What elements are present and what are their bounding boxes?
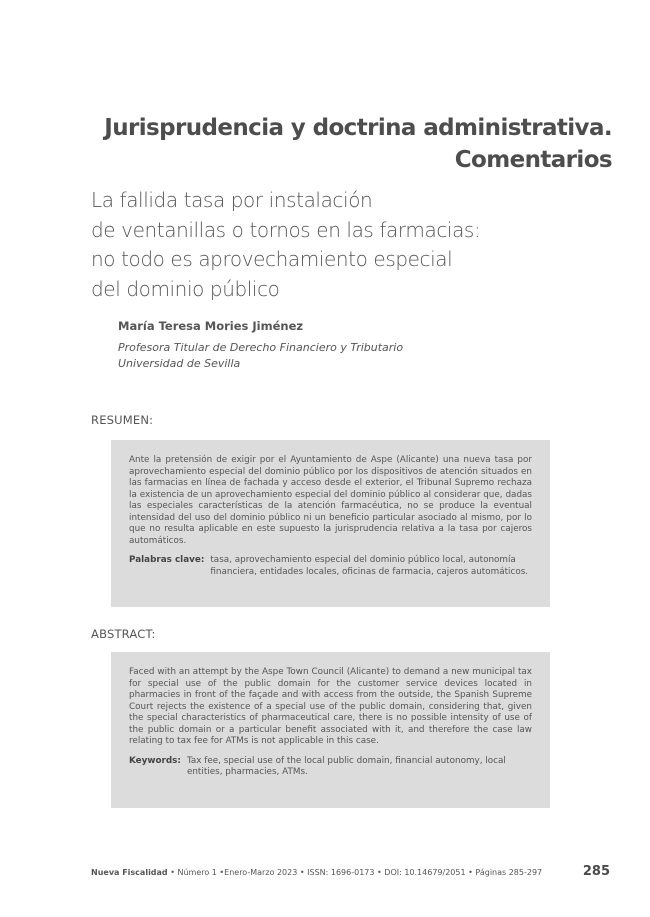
footer: [91, 868, 542, 877]
resumen-label: RESUMEN:: [91, 413, 154, 427]
keywords-label-es: Palabras clave:: [129, 555, 205, 565]
author-name: María Teresa Mories Jiménez: [118, 319, 304, 333]
keywords-en: Tax fee, special use of the local public domain, financial autonomy, local entities, pharmacies, ATMs.: [186, 755, 506, 777]
journal-details: • Número 1 •Enero-Marzo 2023 • ISSN: 1696-0173 • DOI: 10.14679/2051 • Páginas 285-297: [167, 868, 543, 877]
author-affiliation: [118, 340, 403, 372]
resumen-text: Ante la pretensión de exigir por el Ayuntamiento de Aspe (Alicante) una nueva tasa por aprovechamiento especial del dominio público por los dispositivos de atención situados en las farmacias en línea de fachada y acceso desde el exterior, el Tribunal Supremo rechaza la existencia de un aprovechamiento especial del dominio público al considerar que, dadas las especiales características de la atención farmacéutica, no se produce la eventual intensidad del uso del dominio público ni un beneficio particular asociado al mismo, por lo que no resulta aplicable en este supuesto la jurisprudencia relativa a la tasa por cajeros automáticos.: [129, 455, 532, 546]
article-title: [91, 186, 531, 304]
author-institution: Universidad de Sevilla: [118, 357, 241, 370]
abstract-text: Faced with an attempt by the Aspe Town Council (Alicante) to demand a new municipal tax for special use of the public domain for the customer service devices located in pharmacies in front of the façade and with access from the outside, the Spanish Supreme Court rejects the existence of a special use of the public domain, considering that, given the special characteristics of pharmaceutical care, there is no possible intensity of use of the public domain or a particular benefit associated with it, and therefore the case law relating to tax fee for ATMs is not applicable in this case.: [129, 667, 532, 746]
article-title-line-1: La fallida tasa por instalación: [91, 188, 373, 212]
article-title-line-2: de ventanillas o tornos en las farmacias:: [91, 217, 481, 242]
abstract-label: ABSTRACT:: [91, 627, 156, 641]
section-title: [52, 112, 612, 176]
resumen-box: [111, 440, 550, 607]
section-title-line-2: Comentarios: [454, 147, 612, 173]
abstract-keywords: [129, 756, 532, 779]
page-number: 285: [582, 864, 610, 879]
abstract-box: [111, 652, 550, 808]
article-title-line-4: del dominio público: [91, 276, 280, 301]
resumen-keywords: [129, 555, 532, 578]
journal-name: Nueva Fiscalidad: [91, 868, 168, 877]
keywords-es: tasa, aprovechamiento especial del dominio público local, autonomía financiera, entidades locales, oficinas de farmacia, cajeros automáticos.: [210, 555, 529, 577]
article-title-line-3: no todo es aprovechamiento especial: [91, 247, 453, 271]
author-position: Profesora Titular de Derecho Financiero y Tributario: [118, 341, 404, 354]
keywords-label-en: Keywords:: [129, 755, 181, 766]
section-title-line-1: Jurisprudencia y doctrina administrativa.: [104, 115, 612, 141]
